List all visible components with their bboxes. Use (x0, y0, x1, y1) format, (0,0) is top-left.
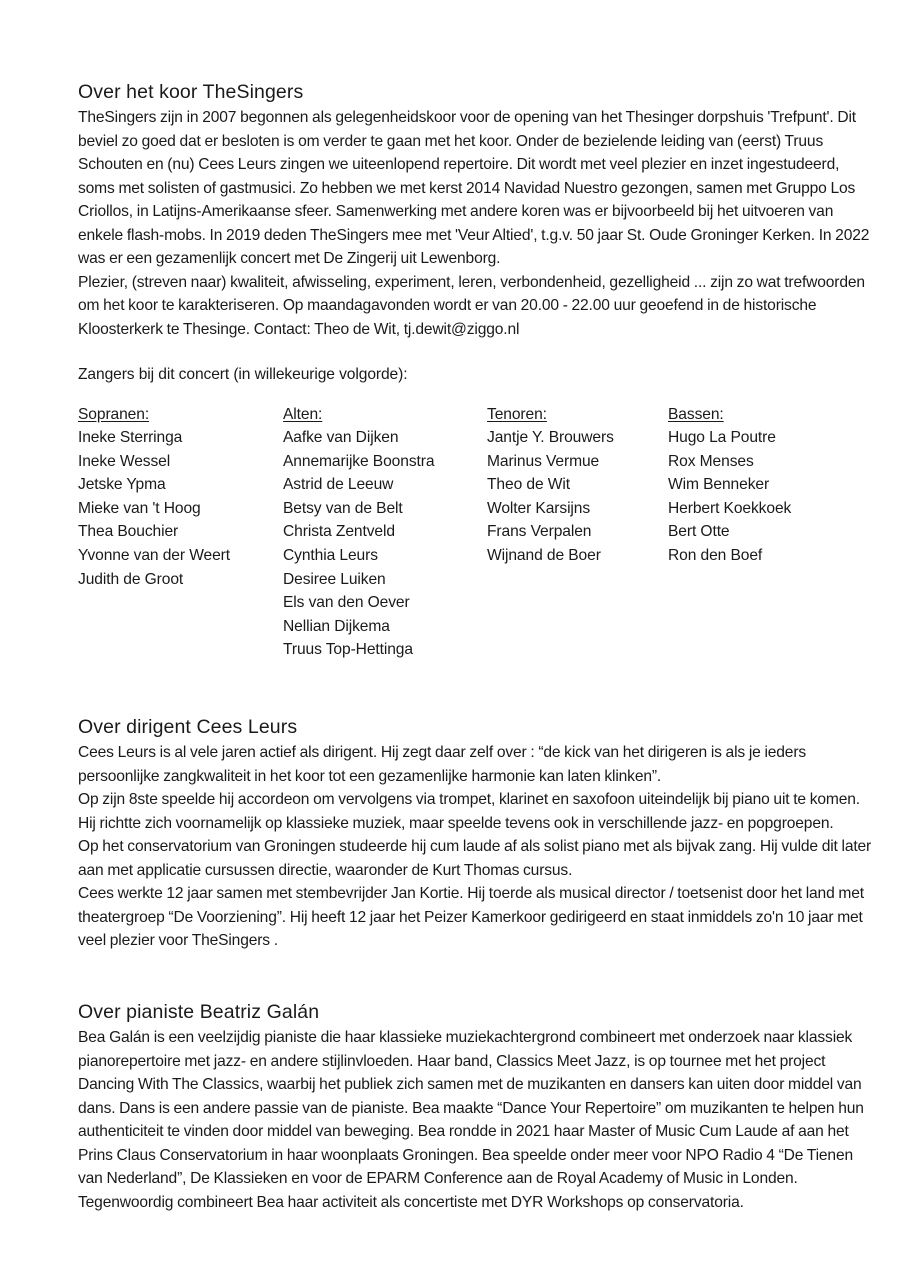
paragraph-pianiste-bio: Bea Galán is een veelzijdig pianiste die haar klassieke muziekachtergrond combineert met onderzoek naar klassiek pianorepertoire met jazz- en andere stijlinvloeden. Haar band, Classics Meet Jazz, is op tournee met het project Dancing With The Classics, waarbij het publiek zich samen met de muzikanten en dansers kan uiten door middel van dans. Dans is een andere passie van de pianiste. Bea maakte “Dance Your Repertoire” om muzikanten te helpen hun authenticiteit te vinden door middel van beweging. Bea rondde in 2021 haar Master of Music Cum Laude af aan het Prins Claus Conservatorium in haar woonplaats Groningen. Bea speelde onder meer voor NPO Radio 4 “De Tienen van Nederland”, De Klassieken en voor de EPARM Conference aan de Royal Academy of Music in Londen. Tegenwoordig combineert Bea haar activiteit als concertiste met DYR Workshops op conservatoria. (78, 1029, 864, 1211)
list-item: Nellian Dijkema (283, 617, 390, 635)
voice-column-bassen (668, 403, 791, 568)
paragraph-dirigent-conservatorium: Op het conservatorium van Groningen studeerde hij cum laude af als solist piano met als bijvak zang. Hij vulde dit later aan met applicatie cursussen directie, waaronder de Kurt Thomas cursus. (78, 838, 872, 879)
singers-intro: Zangers bij dit concert (in willekeurige volgorde): (78, 366, 408, 383)
singers-columns (78, 403, 895, 668)
list-item: Jetske Ypma (78, 476, 166, 494)
list-item: Theo de Wit (487, 476, 570, 494)
list-item: Rox Menses (668, 452, 754, 470)
voice-column-title: Bassen: (668, 405, 724, 423)
section-heading-pianiste: Over pianiste Beatriz Galán (78, 1001, 320, 1023)
voice-column-alten (283, 403, 434, 663)
list-item: Els van den Oever (283, 594, 410, 612)
list-item: Mieke van 't Hoog (78, 499, 201, 517)
list-item: Betsy van de Belt (283, 499, 403, 517)
page-title: Over het koor TheSingers (78, 81, 304, 103)
list-item: Wolter Karsijns (487, 499, 591, 517)
list-item: Ineke Wessel (78, 452, 171, 470)
list-item: Herbert Koekkoek (668, 499, 792, 517)
paragraph-koor-keywords: Plezier, (streven naar) kwaliteit, afwisseling, experiment, leren, verbondenheid, gezelligheid ... zijn zo wat trefwoorden om het koor te karakteriseren. Op maandagavonden wordt er van 20.00 - 22.00 uur geoefend in de historische Kloosterkerk te Thesinge. Contact: Theo de Wit, tj.dewit@ziggo.nl (78, 273, 865, 338)
list-item: Thea Bouchier (78, 523, 179, 541)
section-over-het-koor (78, 80, 895, 668)
list-item: Aafke van Dijken (283, 429, 399, 447)
list-item: Hugo La Poutre (668, 429, 776, 447)
list-item: Marinus Vermue (487, 452, 600, 470)
paragraph-koor-history: TheSingers zijn in 2007 begonnen als gelegenheidskoor voor de opening van het Thesinger dorpshuis 'Trefpunt'. Dit beviel zo goed dat er besloten is om verder te gaan met het koor. Onder de bezielende leiding van (eerst) Truus Schouten en (nu) Cees Leurs zingen we uiteenlopend repertoire. Dit wordt met veel plezier en inzet ingestudeerd, soms met solisten of gastmusici. Zo hebben we met kerst 2014 Navidad Nuestro gezongen, samen met Gruppo Los Criollos, in Latijns-Amerikaanse sfeer. Samenwerking met andere koren was er bijvoorbeeld bij het uitvoeren van enkele flash-mobs. In 2019 deden TheSingers mee met 'Veur Altied', t.g.v. 50 jaar St. Oude Groninger Kerken. In 2022 was er een gezamenlijk concert met De Zingerij uit Lewenborg. (78, 109, 870, 267)
paragraph-dirigent-career: Cees werkte 12 jaar samen met stembevrijder Jan Kortie. Hij toerde als musical director / toetsenist door het land met theatergroep “De Voorziening”. Hij heeft 12 jaar het Peizer Kamerkoor gedirigeerd en staat inmiddels zo'n 10 jaar met veel plezier voor TheSingers . (78, 885, 864, 949)
list-item: Judith de Groot (78, 570, 184, 588)
voice-column-tenoren (487, 403, 614, 568)
list-item: Cynthia Leurs (283, 547, 378, 565)
list-item: Yvonne van der Weert (78, 547, 231, 565)
paragraph-dirigent-instruments: Op zijn 8ste speelde hij accordeon om vervolgens via trompet, klarinet en saxofoon uiteindelijk bij piano uit te komen. Hij richtte zich voornamelijk op klassieke muziek, maar speelde tevens ook in verschillende jazz- en popgroepen. (78, 791, 860, 832)
list-item: Wijnand de Boer (487, 547, 601, 565)
list-item: Astrid de Leeuw (283, 476, 394, 494)
list-item: Desiree Luiken (283, 570, 386, 588)
list-item: Christa Zentveld (283, 523, 395, 541)
paragraph-dirigent-quote: Cees Leurs is al vele jaren actief als dirigent. Hij zegt daar zelf over : “de kick van het dirigeren is als je ieders persoonlijke zangkwaliteit in het koor tot een gezamenlijke harmonie kan laten klinken”. (78, 744, 807, 785)
list-item: Frans Verpalen (487, 523, 592, 541)
spacer (78, 341, 895, 363)
voice-column-title: Tenoren: (487, 405, 547, 423)
list-item: Annemarijke Boonstra (283, 452, 435, 470)
section-over-dirigent (78, 715, 895, 953)
list-item: Bert Otte (668, 523, 730, 541)
voice-column-title: Sopranen: (78, 405, 150, 423)
section-over-pianiste (78, 1000, 895, 1214)
list-item: Truus Top-Hettinga (283, 641, 413, 659)
list-item: Jantje Y. Brouwers (487, 429, 614, 447)
list-item: Wim Benneker (668, 476, 770, 494)
voice-column-title: Alten: (283, 405, 323, 423)
section-heading-dirigent: Over dirigent Cees Leurs (78, 716, 298, 738)
list-item: Ineke Sterringa (78, 429, 183, 447)
voice-column-sopranen (78, 403, 230, 592)
list-item: Ron den Boef (668, 547, 763, 565)
